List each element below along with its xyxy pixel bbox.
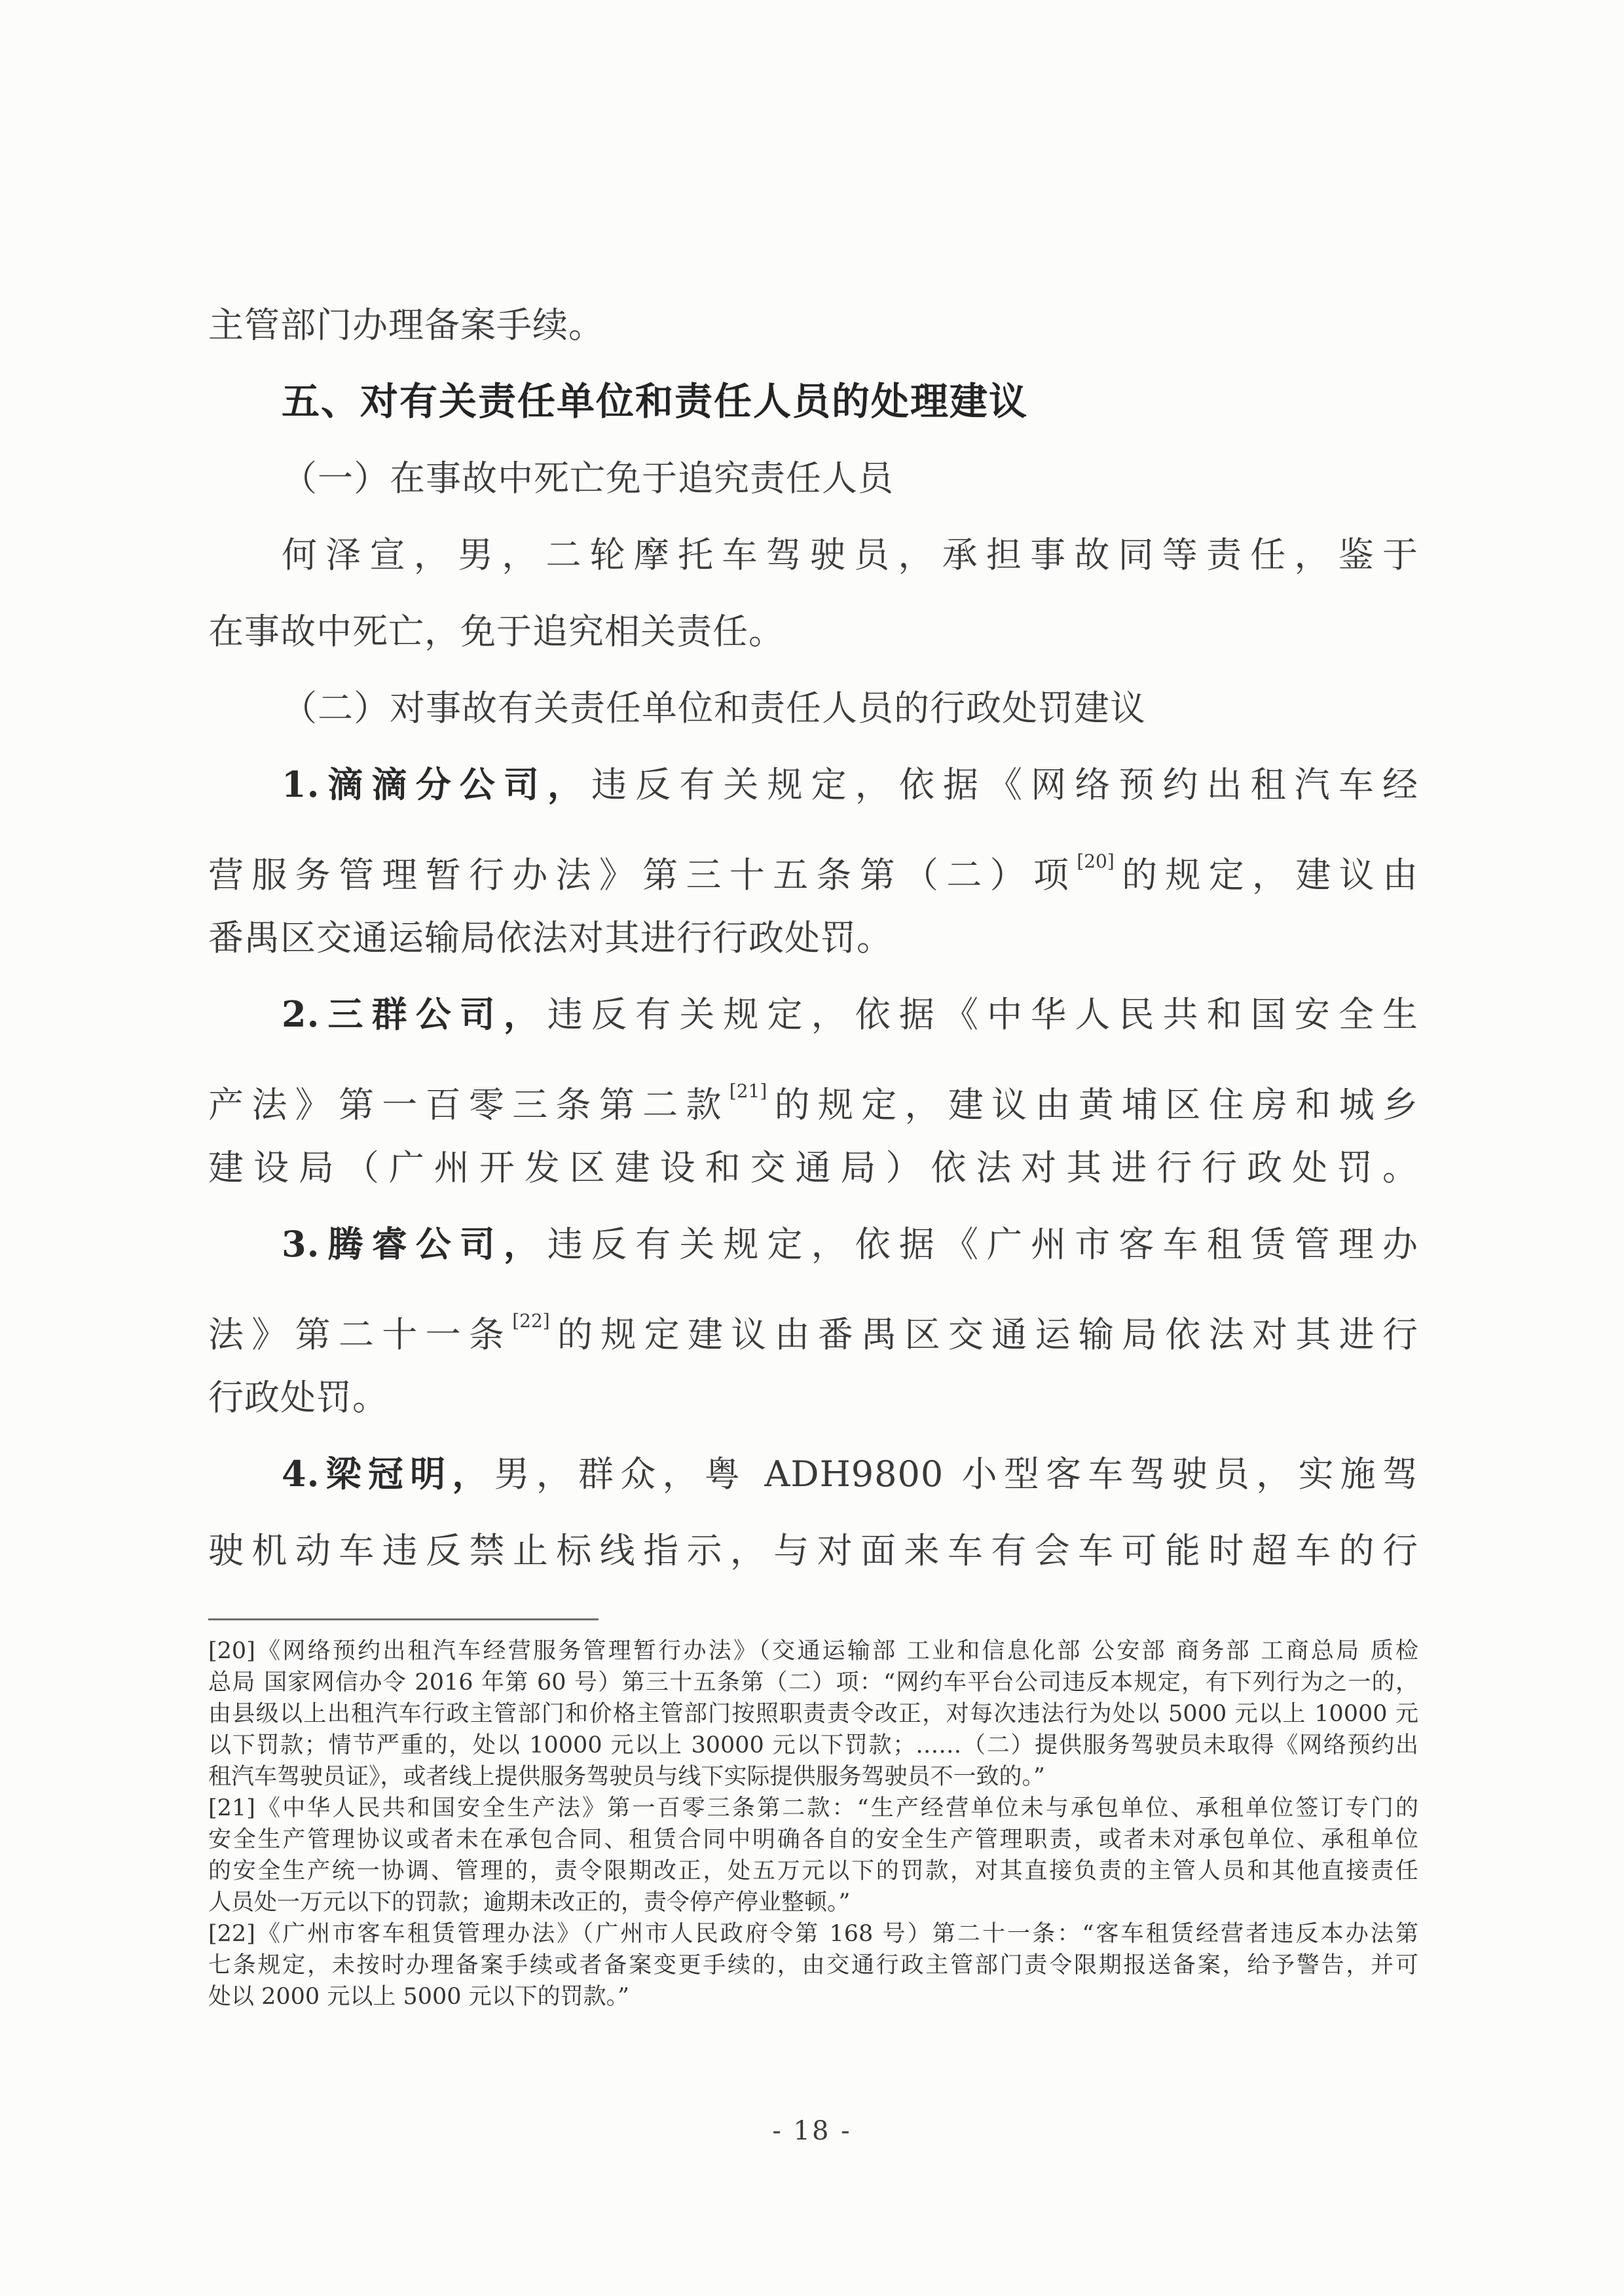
footnote-line: 以下罚款；情节严重的，处以 10000 元以上 30000 元以下罚款；……（二）提供服务驾驶员未取得《网络预约出 [208,1732,1418,1758]
body-line: 1.滴滴分公司，违反有关规定，依据《网络预约出租汽车经 [282,763,1418,805]
footnote-ref: [22] [512,1310,550,1332]
footnote-line: [20]《网络预约出租汽车经营服务管理暂行办法》（交通运输部 工业和信息化部 公安部 商务部 工商总局 质检 [208,1638,1418,1664]
body-line: 3.腾睿公司，违反有关规定，依据《广州市客车租赁管理办 [282,1223,1419,1265]
footnote-ref: [20] [1077,850,1115,872]
footnote-divider [208,1618,599,1620]
footnote-line: 租汽车驾驶员证》，或者线上提供服务驾驶员与线下实际提供服务驾驶员不一致的。” [208,1764,1045,1790]
body-lines [208,287,1418,1589]
page-number: - 18 - [772,2116,852,2146]
footnote-line: 七条规定，未按时办理备案手续或者备案变更手续的，由交通行政主管部门责令限期报送备案，给予警告，并可 [208,1952,1418,1978]
body-line: 法》第二十一条[22]的规定建议由番禺区交通运输局依法对其进行 [208,1310,1419,1355]
body-line: 4.梁冠明，男，群众，粤 ADH9800 小型客车驾驶员，实施驾 [282,1453,1419,1495]
footnote-line: 安全生产管理协议或者未在承包合同、租赁合同中明确各自的安全生产管理职责，或者未对承包单位、承租单位 [208,1827,1418,1853]
footnote-line: 由县级以上出租汽车行政主管部门和价格主管部门按照职责责令改正，对每次违法行为处以 5000 元以上 10000 元 [208,1701,1418,1727]
body-line: 产法》第一百零三条第二款[21]的规定，建议由黄埔区住房和城乡 [208,1080,1419,1125]
footnote-ref: [21] [729,1080,767,1102]
body-line: 行政处罚。 [208,1377,388,1418]
footnote-lines [208,1635,1418,2013]
body-line: 在事故中死亡，免于追究相关责任。 [208,611,784,652]
section-heading: 五、对有关责任单位和责任人员的处理建议 [282,379,1029,424]
footnote-line: [22]《广州市客车租赁管理办法》（广州市人民政府令第 168 号）第二十一条：“客车租赁经营者违反本办法第 [208,1921,1418,1947]
body-line: 主管部门办理备案手续。 [208,304,604,346]
footnote-line: 总局 国家网信办令 2016 年第 60 号）第三十五条第（二）项：“网约车平台公司违反本规定，有下列行为之一的， [208,1669,1418,1696]
body-line: 建设局（广州开发区建设和交通局）依法对其进行行政处罚。 [208,1147,1418,1188]
body-line: 番禺区交通运输局依法对其进行行政处罚。 [208,917,893,958]
body-line: 驶机动车违反禁止标线指示，与对面来车有会车可能时超车的行 [208,1530,1418,1571]
footnote-line: [21]《中华人民共和国安全生产法》第一百零三条第二款：“生产经营单位未与承包单位、承租单位签订专门的 [208,1795,1418,1821]
body-line: 营服务管理暂行办法》第三十五条第（二）项[20]的规定，建议由 [208,850,1419,896]
body-line: 2.三群公司，违反有关规定，依据《中华人民共和国安全生 [282,993,1419,1035]
footnote-line: 处以 2000 元以上 5000 元以下的罚款。” [208,1984,630,2010]
body-line: 何泽宣，男，二轮摩托车驾驶员，承担事故同等责任，鉴于 [282,534,1418,575]
body-line: （二）对事故有关责任单位和责任人员的行政处罚建议 [282,687,1146,729]
footnote-line: 的安全生产统一协调、管理的，责令限期改正，处五万元以下的罚款，对其直接负责的主管人员和其他直接责任 [208,1858,1418,1884]
body-line: （一）在事故中死亡免于追究责任人员 [282,458,894,499]
footnote-line: 人员处一万元以下的罚款；逾期未改正的，责令停产停业整顿。” [208,1889,851,1916]
